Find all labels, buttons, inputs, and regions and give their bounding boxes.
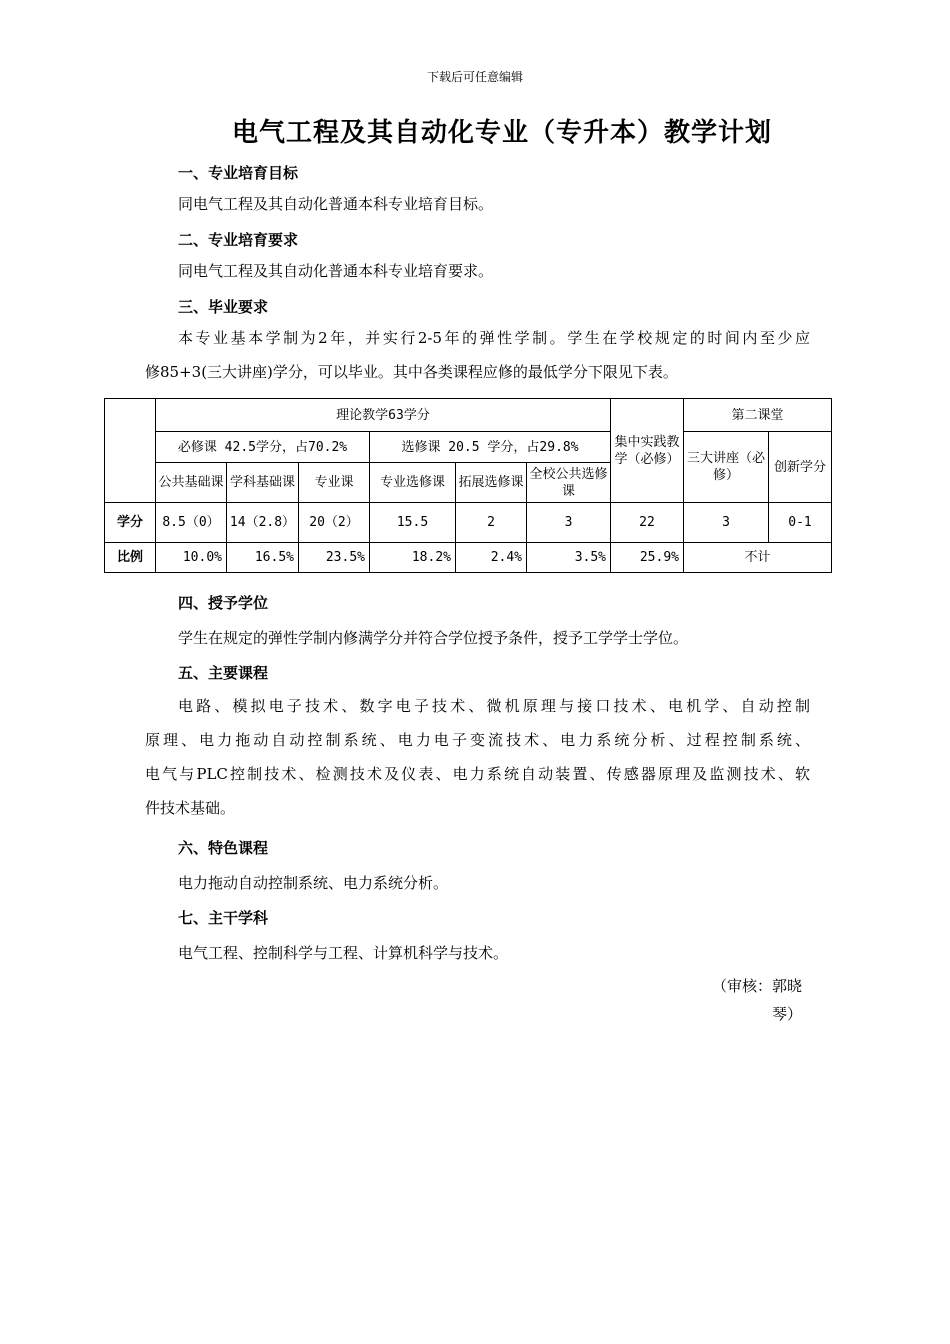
section-text-6: 电力拖动自动控制系统、电力系统分析。 bbox=[178, 874, 449, 892]
credit-cell: 22 bbox=[611, 503, 684, 543]
credit-cell: 14（2.8） bbox=[227, 503, 299, 543]
required-header: 必修课 42.5学分，占70.2% bbox=[156, 432, 370, 463]
column-header: 拓展选修课 bbox=[456, 463, 527, 503]
document-title: 电气工程及其自动化专业（专升本）教学计划 bbox=[232, 118, 773, 148]
ratio-cell: 不计 bbox=[684, 543, 832, 573]
paragraph-line: 原理、电力拖动自动控制系统、电力电子变流技术、电力系统分析、过程控制系统、 bbox=[145, 731, 810, 749]
row-label-ratio: 比例 bbox=[105, 543, 156, 573]
column-header: 公共基础课 bbox=[156, 463, 227, 503]
table-corner-cell bbox=[105, 399, 156, 503]
ratio-cell: 2.4% bbox=[456, 543, 527, 573]
ratio-cell: 25.9% bbox=[611, 543, 684, 573]
section-text-3 bbox=[145, 321, 810, 389]
section-heading-4: 四、授予学位 bbox=[178, 594, 269, 612]
credit-cell: 0-1 bbox=[769, 503, 832, 543]
credit-cell: 2 bbox=[456, 503, 527, 543]
section-heading-2: 二、专业培育要求 bbox=[178, 231, 299, 249]
paragraph-line: 件技术基础。 bbox=[145, 799, 236, 817]
section-heading-7: 七、主干学科 bbox=[178, 909, 269, 927]
section-heading-6: 六、特色课程 bbox=[178, 839, 269, 857]
column-header: 专业选修课 bbox=[370, 463, 456, 503]
column-header: 创新学分 bbox=[769, 432, 832, 503]
theory-header: 理论教学63学分 bbox=[156, 399, 611, 432]
credit-cell: 8.5（0） bbox=[156, 503, 227, 543]
ratio-cell: 23.5% bbox=[299, 543, 370, 573]
section-text-7: 电气工程、控制科学与工程、计算机科学与技术。 bbox=[178, 944, 509, 962]
reviewer-line: 琴） bbox=[771, 1005, 802, 1023]
column-header: 三大讲座（必修） bbox=[684, 432, 769, 503]
credit-cell: 20（2） bbox=[299, 503, 370, 543]
ratio-cell: 18.2% bbox=[370, 543, 456, 573]
header-note: 下载后可任意编辑 bbox=[426, 70, 523, 84]
section-text-5 bbox=[145, 689, 810, 825]
credit-table bbox=[104, 398, 832, 573]
row-label-credit: 学分 bbox=[105, 503, 156, 543]
credit-cell: 3 bbox=[527, 503, 611, 543]
section-heading-5: 五、主要课程 bbox=[178, 664, 269, 682]
ratio-cell: 10.0% bbox=[156, 543, 227, 573]
credit-cell: 3 bbox=[684, 503, 769, 543]
reviewer-line: （审核：郭晓 bbox=[712, 977, 803, 995]
paragraph-line: 电路、模拟电子技术、数字电子技术、微机原理与接口技术、电机学、自动控制 bbox=[178, 697, 810, 715]
ratio-cell: 3.5% bbox=[527, 543, 611, 573]
paragraph-line: 修85+3(三大讲座)学分，可以毕业。其中各类课程应修的最低学分下限见下表。 bbox=[145, 363, 678, 381]
section-heading-3: 三、毕业要求 bbox=[178, 298, 269, 316]
column-header: 专业课 bbox=[299, 463, 370, 503]
second-class-header: 第二课堂 bbox=[684, 399, 832, 432]
section-text-4: 学生在规定的弹性学制内修满学分并符合学位授予条件，授予工学学士学位。 bbox=[178, 629, 689, 647]
section-text-1: 同电气工程及其自动化普通本科专业培育目标。 bbox=[178, 195, 494, 213]
practice-header: 集中实践教学（必修） bbox=[611, 399, 684, 503]
paragraph-line: 电气与PLC控制技术、检测技术及仪表、电力系统自动装置、传感器原理及监测技术、软 bbox=[145, 765, 810, 783]
section-heading-1: 一、专业培育目标 bbox=[178, 164, 299, 182]
reviewer-note bbox=[712, 972, 808, 1028]
section-text-2: 同电气工程及其自动化普通本科专业培育要求。 bbox=[178, 262, 494, 280]
elective-header: 选修课 20.5 学分，占29.8% bbox=[370, 432, 611, 463]
ratio-cell: 16.5% bbox=[227, 543, 299, 573]
column-header: 学科基础课 bbox=[227, 463, 299, 503]
paragraph-line: 本专业基本学制为2年，并实行2-5年的弹性学制。学生在学校规定的时间内至少应 bbox=[178, 329, 810, 347]
column-header: 全校公共选修课 bbox=[527, 463, 611, 503]
credit-cell: 15.5 bbox=[370, 503, 456, 543]
